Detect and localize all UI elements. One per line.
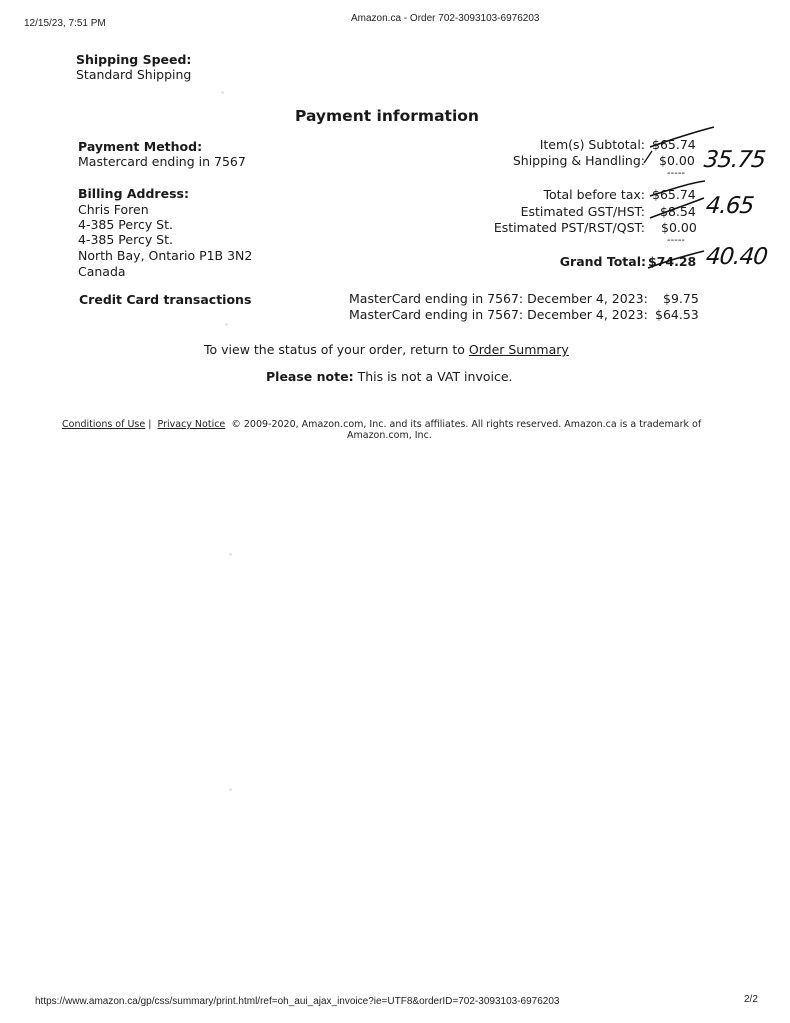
- billing-address-label: Billing Address:: [78, 186, 189, 201]
- scan-speck: [229, 553, 232, 556]
- handwritten-grand-total-correction: 40.40: [704, 244, 769, 270]
- print-datetime: 12/15/23, 7:51 PM: [24, 18, 106, 29]
- billing-line-country: Canada: [78, 264, 126, 279]
- shipping-speed-label: Shipping Speed:: [76, 52, 192, 67]
- scan-speck: [225, 323, 228, 326]
- credit-card-transactions-label: Credit Card transactions: [79, 292, 252, 307]
- shipping-speed-value: Standard Shipping: [76, 67, 192, 82]
- order-summary-link[interactable]: Order Summary: [468, 342, 569, 357]
- subtotal-separator: -----: [667, 168, 686, 179]
- transaction-2-amount: $64.53: [655, 307, 699, 322]
- scan-speck: [221, 91, 224, 94]
- billing-line-city: North Bay, Ontario P1B 3N2: [78, 248, 253, 263]
- billing-line-street-1: 4-385 Percy St.: [78, 217, 173, 232]
- grand-total-value: $74.28: [648, 254, 697, 269]
- order-status-text: To view the status of your order, return to: [204, 342, 465, 357]
- privacy-notice-link[interactable]: Privacy Notice: [157, 419, 226, 430]
- order-status-line: [204, 342, 569, 358]
- print-page-number: 2/2: [744, 994, 758, 1005]
- items-subtotal-value: $65.74: [652, 137, 696, 152]
- vat-note-label: Please note:: [266, 369, 354, 384]
- handwritten-tax-correction: 4.65: [704, 193, 755, 219]
- pst-rst-qst-label: Estimated PST/RST/QST:: [493, 220, 645, 235]
- billing-line-street-2: 4-385 Percy St.: [78, 232, 173, 247]
- conditions-of-use-link[interactable]: Conditions of Use: [62, 419, 146, 430]
- shipping-handling-value: $0.00: [659, 153, 695, 168]
- items-subtotal-label: Item(s) Subtotal:: [539, 137, 645, 152]
- payment-method-label: Payment Method:: [78, 139, 203, 154]
- total-before-tax-value: $65.74: [652, 187, 696, 202]
- pst-rst-qst-value: $0.00: [661, 220, 697, 235]
- handwritten-subtotal-correction: 35.75: [702, 147, 767, 173]
- footer-separator: |: [148, 419, 152, 430]
- print-page-title: Amazon.ca - Order 702-3093103-6976203: [351, 13, 540, 24]
- print-url: https://www.amazon.ca/gp/css/summary/print.html/ref=oh_aui_ajax_invoice?ie=UTF8&orderID=702-3093103-6976203: [35, 996, 560, 1007]
- billing-line-name: Chris Foren: [78, 202, 149, 217]
- payment-method-value: Mastercard ending in 7567: [78, 154, 246, 169]
- vat-note-text: This is not a VAT invoice.: [357, 369, 513, 384]
- gst-hst-label: Estimated GST/HST:: [520, 204, 645, 219]
- vat-note: [266, 369, 513, 385]
- transaction-1-amount: $9.75: [663, 291, 699, 306]
- transaction-1-desc: MasterCard ending in 7567: December 4, 2023:: [349, 291, 648, 306]
- scan-speck: [229, 788, 232, 791]
- footer-links: [62, 419, 701, 430]
- copyright-line-1: © 2009-2020, Amazon.com, Inc. and its affiliates. All rights reserved. Amazon.ca is a trademark of: [231, 419, 702, 430]
- transaction-2-desc: MasterCard ending in 7567: December 4, 2023:: [349, 307, 648, 322]
- payment-info-heading: Payment information: [295, 107, 479, 125]
- tax-separator: -----: [667, 235, 686, 246]
- total-before-tax-label: Total before tax:: [543, 187, 645, 202]
- grand-total-label: Grand Total:: [559, 254, 646, 269]
- gst-hst-value: $8.54: [660, 204, 696, 219]
- shipping-handling-label: Shipping & Handling:: [512, 153, 645, 168]
- copyright-line-2: Amazon.com, Inc.: [347, 430, 432, 441]
